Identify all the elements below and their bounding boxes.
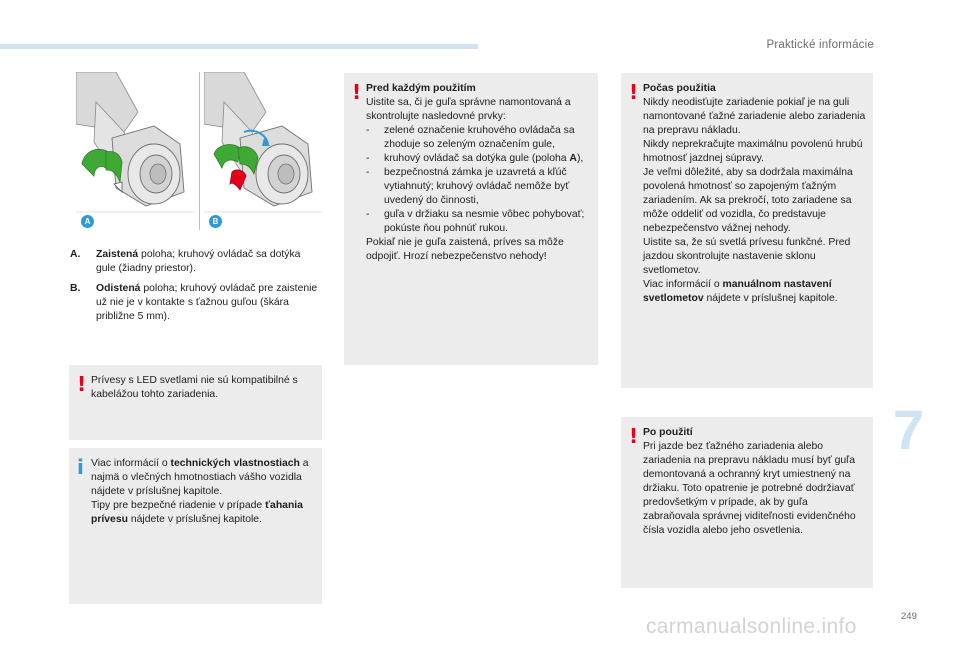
checklist-text: ), — [576, 153, 584, 164]
warning-icon: ! — [352, 80, 362, 104]
list-dash: - — [366, 209, 370, 220]
chapter-number: 7 — [893, 398, 925, 461]
figure-b-badge: B — [209, 215, 222, 228]
during-use-paragraph: Nikdy neprekračujte maximálnu povolenú hrubú hmotnosť jazdnej súpravy. — [643, 139, 863, 164]
warning-icon: ! — [629, 80, 639, 104]
after-use-warning-box — [621, 417, 873, 588]
figure-legend — [70, 248, 320, 330]
before-use-warning-box — [344, 73, 598, 365]
checklist-item — [366, 208, 592, 236]
checklist-text: kruhový ovládač sa dotýka gule (poloha — [384, 153, 570, 164]
during-use-bold: manuálnom nastavení svetlometov — [643, 279, 832, 304]
during-use-paragraph: Uistite sa, že sú svetlá prívesu funkčné. Pred jazdou skontrolujte nastavenie sklonu svetlometov. — [643, 237, 851, 276]
info-box — [69, 448, 322, 604]
legend-term: Zaistená — [96, 249, 139, 260]
tow-ball-unlocked-illustration — [204, 72, 322, 230]
tow-ball-locked-illustration — [76, 72, 194, 230]
during-use-text: nájdete v príslušnej kapitole. — [703, 293, 838, 304]
after-use-text: Pri jazde bez ťažného zariadenia alebo zariadenia na prepravu nákladu musí byť guľa demontovaná a ochranný kryt umiestnený na držiaku. Toto opatrenie je potrebné dodržiavať predovšetkým v prípade, ak by guľa zabraňovala správnej viditeľnosti evidenčného čísla vozidla alebo jeho osvetlenia. — [643, 441, 856, 536]
checklist-item — [366, 166, 592, 208]
legend-letter: A. — [70, 249, 81, 260]
info-bold-text: ťahania prívesu — [91, 500, 303, 525]
figure-unlocked-position — [204, 72, 322, 230]
figure-divider — [199, 72, 200, 230]
before-use-intro: Uistite sa, či je guľa správne namontovaná a skontrolujte nasledovné prvky: — [366, 97, 571, 122]
page-number: 249 — [901, 611, 917, 622]
before-use-outro: Pokiaľ nie je guľa zaistená, príves sa môže odpojiť. Hrozí nebezpečenstvo nehody! — [366, 237, 564, 262]
during-use-title: Počas použitia — [643, 83, 716, 94]
info-paragraph-1 — [91, 457, 316, 499]
figure-a-badge: A — [81, 215, 94, 228]
checklist-item — [366, 124, 592, 152]
info-paragraph-2 — [91, 499, 316, 527]
legend-item-b — [70, 282, 320, 324]
during-use-warning-box — [621, 73, 873, 388]
during-use-paragraph — [643, 278, 867, 306]
checklist-bold: A — [569, 153, 577, 164]
checklist-text: zelené označenie kruhového ovládača sa zhoduje so zeleným označením gule, — [384, 125, 575, 150]
during-use-paragraph: Nikdy neodisťujte zariadenie pokiaľ je na guli namontované ťažné zariadenie alebo zariadenia na prepravu nákladu. — [643, 97, 866, 136]
list-dash: - — [366, 153, 370, 164]
section-title: Praktické informácie — [766, 39, 874, 51]
info-text: Tipy pre bezpečné riadenie v prípade — [91, 500, 266, 511]
legend-text: poloha; kruhový ovládač sa dotýka gule (žiadny priestor). — [96, 249, 301, 274]
info-text: nájdete v príslušnej kapitole. — [127, 514, 262, 525]
warning-icon: ! — [77, 372, 87, 396]
list-dash: - — [366, 167, 370, 178]
led-warning-text: Prívesy s LED svetlami nie sú kompatibilné s kabelážou tohto zariadenia. — [91, 375, 298, 400]
after-use-title: Po použití — [643, 427, 693, 438]
info-text: Viac informácií o — [91, 458, 171, 469]
warning-icon: ! — [629, 424, 639, 448]
watermark: carmanualsonline.info — [646, 615, 857, 638]
legend-term: Odistená — [96, 283, 141, 294]
info-text: a najmä o vlečných hmotnostiach vášho vozidla nájdete v príslušnej kapitole. — [91, 458, 309, 497]
checklist-text: guľa v držiaku sa nesmie vôbec pohybovať; pokúste ňou pohnúť rukou. — [384, 209, 585, 234]
before-use-title: Pred každým použitím — [366, 83, 476, 94]
figure-locked-position — [76, 72, 194, 230]
legend-item-a — [70, 248, 320, 276]
led-warning-box — [69, 365, 322, 440]
header-accent-bar — [0, 44, 478, 49]
checklist-item — [366, 152, 592, 166]
checklist-text: bezpečnostná zámka je uzavretá a kľúč vytiahnutý; kruhový ovládač nemôže byť uvedený do činnosti, — [384, 167, 570, 206]
legend-letter: B. — [70, 283, 81, 294]
legend-text: poloha; kruhový ovládač pre zaistenie už nie je v kontakte s ťažnou guľou (škára približne 5 mm). — [96, 283, 318, 322]
info-bold-text: technických vlastnostiach — [170, 458, 300, 469]
list-dash: - — [366, 125, 370, 136]
during-use-text: Viac informácií o — [643, 279, 723, 290]
during-use-paragraph: Je veľmi dôležité, aby sa dodržala maximálna povolená hmotnosť so zapojeným ťažným zariadením. Ak sa prekročí, toto zariadene sa môže oddeliť od vozidla, čo predstavuje nebezpečenstvo vážnej nehody. — [643, 167, 853, 234]
info-icon: i — [77, 455, 84, 479]
